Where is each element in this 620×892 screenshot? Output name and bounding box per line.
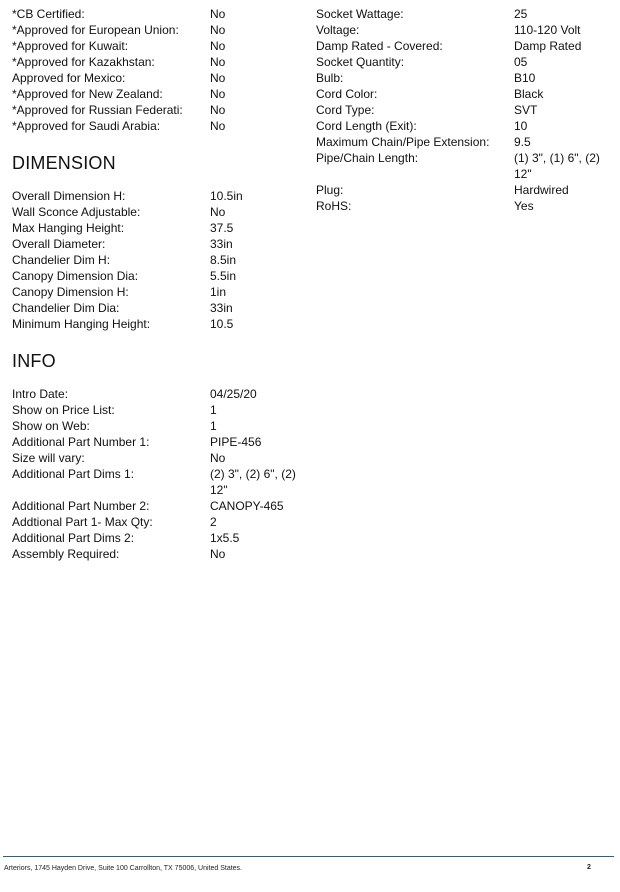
spec-label: RoHS: (316, 199, 352, 213)
spec-row (12, 546, 312, 562)
spec-value: 1 (210, 419, 217, 433)
spec-value: No (210, 103, 226, 117)
spec-label: Chandelier Dim Dia: (12, 301, 120, 315)
spec-label: Additional Part Dims 2: (12, 531, 135, 545)
info-heading: INFO (12, 351, 56, 371)
spec-label: Cord Type: (316, 103, 375, 117)
spec-value: 33in (210, 301, 233, 315)
spec-row (316, 150, 616, 182)
spec-row (12, 70, 312, 86)
spec-row (12, 38, 312, 54)
spec-value: 2 (210, 515, 217, 529)
spec-row (316, 118, 616, 134)
spec-value: No (210, 547, 226, 561)
spec-row (316, 86, 616, 102)
spec-value: No (210, 119, 226, 133)
spec-label: Maximum Chain/Pipe Extension: (316, 135, 490, 149)
dimension-heading: DIMENSION (12, 153, 116, 173)
left-column (12, 6, 312, 562)
spec-label: Addtional Part 1- Max Qty: (12, 515, 153, 529)
spec-value: 5.5in (210, 269, 237, 283)
spec-row (12, 268, 312, 284)
spec-value: B10 (514, 71, 536, 85)
right-column (316, 6, 616, 214)
spec-row (12, 118, 312, 134)
spec-label: Assembly Required: (12, 547, 120, 561)
spec-label: Additional Part Number 1: (12, 435, 150, 449)
spec-label: Overall Dimension H: (12, 189, 126, 203)
spec-label: Cord Color: (316, 87, 378, 101)
footer-divider (3, 856, 614, 857)
spec-value: 1in (210, 285, 227, 299)
spec-row (12, 498, 312, 514)
spec-row (12, 284, 312, 300)
spec-label: Bulb: (316, 71, 344, 85)
spec-row (316, 54, 616, 70)
spec-row (316, 70, 616, 86)
spec-value: 8.5in (210, 253, 237, 267)
spec-value: PIPE-456 (210, 435, 262, 449)
spec-row (12, 316, 312, 332)
spec-row (12, 236, 312, 252)
spec-row (316, 134, 616, 150)
spec-value: 04/25/20 (210, 387, 257, 401)
spec-label: Pipe/Chain Length: (316, 151, 419, 165)
spec-row (316, 198, 616, 214)
spec-label: *Approved for Kazakhstan: (12, 55, 155, 69)
spec-row (12, 86, 312, 102)
footer-address: Arteriors, 1745 Hayden Drive, Suite 100 Carrollton, TX 75006, United States. (4, 865, 242, 872)
spec-label: Max Hanging Height: (12, 221, 125, 235)
spec-row (12, 530, 312, 546)
spec-label: Approved for Mexico: (12, 71, 126, 85)
spec-value: 33in (210, 237, 233, 251)
spec-value: (2) 3", (2) 6", (2) 12" (210, 467, 296, 497)
spec-label: Intro Date: (12, 387, 69, 401)
spec-row (316, 102, 616, 118)
spec-value: 25 (514, 7, 528, 21)
page-number: 2 (587, 864, 591, 871)
spec-value: No (210, 87, 226, 101)
spec-label: Minimum Hanging Height: (12, 317, 151, 331)
spec-row (12, 466, 312, 498)
spec-label: Size will vary: (12, 451, 85, 465)
dimension-list (12, 188, 312, 332)
spec-row (316, 22, 616, 38)
spec-label: Canopy Dimension H: (12, 285, 129, 299)
spec-row (12, 6, 312, 22)
spec-value: CANOPY-465 (210, 499, 284, 513)
spec-row (316, 182, 616, 198)
spec-row (12, 22, 312, 38)
spec-row (12, 102, 312, 118)
spec-label: Show on Web: (12, 419, 90, 433)
spec-row (316, 38, 616, 54)
spec-row (12, 188, 312, 204)
spec-label: *Approved for New Zealand: (12, 87, 163, 101)
spec-value: 1 (210, 403, 217, 417)
spec-value: SVT (514, 103, 538, 117)
electrical-list (316, 6, 616, 214)
spec-label: Socket Wattage: (316, 7, 404, 21)
info-list (12, 386, 312, 562)
spec-label: Wall Sconce Adjustable: (12, 205, 141, 219)
spec-label: Additional Part Number 2: (12, 499, 150, 513)
spec-value: 1x5.5 (210, 531, 240, 545)
spec-label: Cord Length (Exit): (316, 119, 417, 133)
spec-row (12, 252, 312, 268)
spec-label: Additional Part Dims 1: (12, 467, 135, 481)
spec-label: Socket Quantity: (316, 55, 405, 69)
spec-row (12, 514, 312, 530)
spec-value: 10.5in (210, 189, 243, 203)
spec-label: Show on Price List: (12, 403, 115, 417)
spec-value: 37.5 (210, 221, 234, 235)
spec-label: Voltage: (316, 23, 360, 37)
spec-row (316, 6, 616, 22)
spec-row (12, 220, 312, 236)
spec-value: 9.5 (514, 135, 531, 149)
approvals-list (12, 6, 312, 134)
spec-label: Damp Rated - Covered: (316, 39, 443, 53)
spec-label: Canopy Dimension Dia: (12, 269, 139, 283)
spec-row (12, 386, 312, 402)
spec-value: Yes (514, 199, 534, 213)
spec-row (12, 434, 312, 450)
spec-row (12, 402, 312, 418)
spec-value: Damp Rated (514, 39, 582, 53)
spec-label: *Approved for Russian Federati: (12, 103, 183, 117)
spec-value: 110-120 Volt (514, 23, 581, 37)
spec-value: 05 (514, 55, 528, 69)
spec-value: No (210, 55, 226, 69)
spec-row (12, 54, 312, 70)
spec-value: Hardwired (514, 183, 569, 197)
spec-label: Overall Diameter: (12, 237, 106, 251)
spec-label: *Approved for European Union: (12, 23, 179, 37)
spec-row (12, 418, 312, 434)
spec-label: Chandelier Dim H: (12, 253, 111, 267)
spec-row (12, 450, 312, 466)
spec-label: Plug: (316, 183, 344, 197)
spec-value: 10 (514, 119, 528, 133)
spec-label: *Approved for Saudi Arabia: (12, 119, 161, 133)
spec-value: No (210, 23, 226, 37)
spec-value: (1) 3", (1) 6", (2) 12" (514, 151, 600, 181)
spec-value: 10.5 (210, 317, 234, 331)
spec-value: No (210, 451, 226, 465)
spec-label: *Approved for Kuwait: (12, 39, 129, 53)
spec-value: No (210, 39, 226, 53)
spec-value: No (210, 7, 226, 21)
spec-value: No (210, 205, 226, 219)
spec-value: No (210, 71, 226, 85)
spec-row (12, 204, 312, 220)
spec-label: *CB Certified: (12, 7, 85, 21)
spec-value: Black (514, 87, 544, 101)
spec-row (12, 300, 312, 316)
